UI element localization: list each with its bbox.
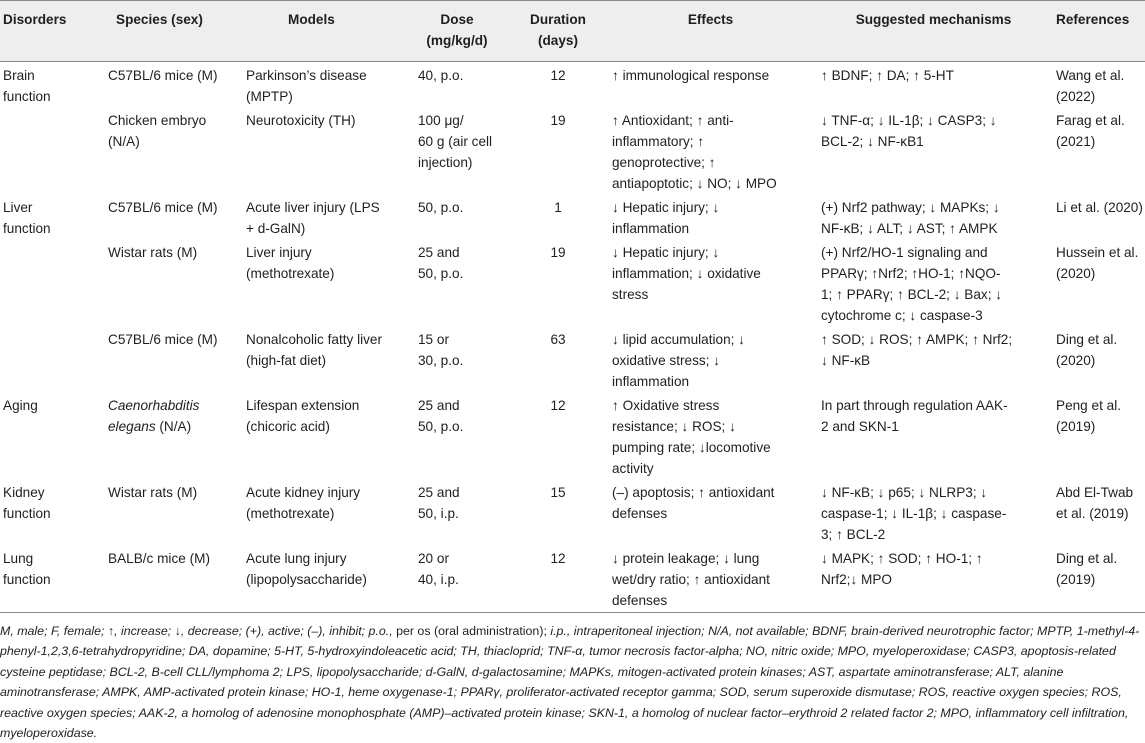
header-mechanisms: Suggested mechanisms xyxy=(855,12,1012,27)
cell-references-line: Farag et al. xyxy=(1056,113,1125,128)
cell-duration xyxy=(510,194,606,239)
cell-disorder-line: Lung xyxy=(3,551,34,566)
cell-species-line: C57BL/6 mice (M) xyxy=(108,68,218,83)
cell-model-line: Parkinson’s disease xyxy=(246,68,367,83)
cell-effects xyxy=(606,239,815,326)
cell-references-line: (2021) xyxy=(1056,134,1096,149)
cell-model xyxy=(240,194,404,239)
cell-references xyxy=(1052,326,1145,392)
cell-disorder-line: function xyxy=(3,572,51,587)
cell-dose-line: injection) xyxy=(418,155,473,170)
header-dose: Dose (mg/kg/d) xyxy=(426,12,488,48)
cell-effects xyxy=(606,326,815,392)
cell-references-line: (2019) xyxy=(1056,572,1096,587)
header-effects: Effects xyxy=(687,12,734,27)
footnote-part-1: M, male; F, female; ↑, increase; ↓, decrease; (+), active; (–), inhibit; p.o., xyxy=(0,624,393,638)
cell-model-line: (chicoric acid) xyxy=(246,419,330,434)
cell-mechanisms xyxy=(815,326,1052,392)
cell-species-line: C57BL/6 mice (M) xyxy=(108,200,218,215)
cell-species xyxy=(102,62,240,108)
cell-mechanisms-line: ↑ BDNF; ↑ DA; ↑ 5-HT xyxy=(821,68,954,83)
cell-species xyxy=(102,326,240,392)
cell-disorder-line: function xyxy=(3,506,51,521)
table-row xyxy=(0,326,1145,392)
cell-model-line: (high-fat diet) xyxy=(246,353,327,368)
cell-disorder xyxy=(0,239,102,326)
cell-references xyxy=(1052,545,1145,611)
cell-disorder-line: Liver xyxy=(3,200,33,215)
cell-disorder-line: function xyxy=(3,89,51,104)
table-body xyxy=(0,62,1145,612)
cell-effects-line: ↑ immunological response xyxy=(612,68,770,83)
cell-mechanisms xyxy=(815,107,1052,194)
table-footnote xyxy=(0,612,1145,743)
cell-duration-line: 12 xyxy=(550,68,566,83)
cell-dose-line: 50, p.o. xyxy=(418,200,464,215)
cell-references-line: Ding et al. xyxy=(1056,332,1118,347)
cell-duration-line: 19 xyxy=(550,113,566,128)
cell-mechanisms-line: (+) Nrf2 pathway; ↓ MAPKs; ↓ xyxy=(821,200,1000,215)
cell-effects xyxy=(606,392,815,479)
cell-references xyxy=(1052,239,1145,326)
cell-mechanisms-line: Nrf2;↓ MPO xyxy=(821,572,892,587)
cell-disorder xyxy=(0,392,102,479)
cell-dose xyxy=(404,239,510,326)
table-row xyxy=(0,392,1145,479)
cell-disorder xyxy=(0,479,102,545)
cell-model-line: Acute liver injury (LPS xyxy=(246,200,380,215)
cell-dose-line: 40, p.o. xyxy=(418,68,464,83)
cell-disorder-line: Kidney xyxy=(3,485,45,500)
cell-effects-line: ↓ Hepatic injury; ↓ xyxy=(612,200,720,215)
cell-mechanisms-line: 3; ↑ BCL-2 xyxy=(821,527,886,542)
cell-species xyxy=(102,479,240,545)
cell-effects xyxy=(606,62,815,108)
cell-species-line: Chicken embryo xyxy=(108,113,207,128)
cell-effects-line: ↓ protein leakage; ↓ lung xyxy=(612,551,760,566)
footnote-part-2: per os (oral administration); xyxy=(392,624,551,638)
cell-duration xyxy=(510,326,606,392)
cell-species xyxy=(102,194,240,239)
cell-duration xyxy=(510,107,606,194)
cell-model-line: Liver injury xyxy=(246,245,312,260)
cell-references-line: (2019) xyxy=(1056,419,1096,434)
cell-effects-line: (–) apoptosis; ↑ antioxidant xyxy=(612,485,775,500)
cell-model-line: (methotrexate) xyxy=(246,506,335,521)
table-row xyxy=(0,479,1145,545)
cell-model xyxy=(240,392,404,479)
cell-dose xyxy=(404,392,510,479)
cell-references xyxy=(1052,194,1145,239)
cell-model xyxy=(240,107,404,194)
cell-species-line xyxy=(108,419,191,434)
cell-effects-line: ↑ Antioxidant; ↑ anti- xyxy=(612,113,734,128)
cell-dose-line: 50, p.o. xyxy=(418,266,464,281)
cell-effects-line: oxidative stress; ↓ xyxy=(612,353,721,368)
cell-species-line: (N/A) xyxy=(108,134,140,149)
cell-references-line: Peng et al. xyxy=(1056,398,1121,413)
header-disorders: Disorders xyxy=(3,12,67,27)
cell-effects-line: inflammation xyxy=(612,374,690,389)
cell-mechanisms xyxy=(815,62,1052,108)
cell-mechanisms xyxy=(815,239,1052,326)
table-row xyxy=(0,62,1145,108)
cell-references-line: Hussein et al. xyxy=(1056,245,1139,260)
cell-effects-line: defenses xyxy=(612,506,668,521)
cell-species-line: Wistar rats (M) xyxy=(108,485,198,500)
footnote-part-3: i.p., intraperitoneal injection; N/A, not available; BDNF, brain-derived neurotrophic factor; MPTP, 1-methyl-4-phenyl-1,2,3,6-tetrahydropyridine; DA, dopamine; 5-HT, 5-hydroxyindoleacetic acid; TH, thiacloprid; TNF-α, tumor necrosis factor-alpha; NO, nitric oxide; MPO, myeloperoxidase; CASP3, apoptosis-related cysteine peptidase; BCL-2, B-cell CLL/lymphoma 2; LPS, lipopolysaccharide; d-GalN, d-galactosamine; MAPKs, mitogen-activated protein kinases; AST, aspartate aminotransferase; ALT, alanine aminotransferase; AMPK, AMP-activated protein kinase; HO-1, heme oxygenase-1; PPARγ, proliferator-activated receptor gamma; SOD, serum superoxide dismutase; ROS, reactive oxygen species; ROS, reactive oxygen species; AAK-2, a homolog of adenosine monophosphate (AMP)–activated protein kinase; SKN-1, a homolog of nuclear factor–erythroid 2 related factor 2; MPO, inflammatory cell infiltration, myeloperoxidase. xyxy=(0,624,1140,741)
header-species: Species (sex) xyxy=(116,12,203,27)
cell-dose-line: 50, p.o. xyxy=(418,419,464,434)
cell-disorder-line: Aging xyxy=(3,398,38,413)
cell-references xyxy=(1052,479,1145,545)
cell-references-line: Abd El-Twab xyxy=(1056,485,1134,500)
cell-mechanisms-line: ↓ MAPK; ↑ SOD; ↑ HO-1; ↑ xyxy=(821,551,983,566)
cell-species xyxy=(102,107,240,194)
cell-mechanisms xyxy=(815,545,1052,611)
cell-dose-line: 25 and xyxy=(418,245,460,260)
cell-references-line: (2020) xyxy=(1056,353,1096,368)
cell-model xyxy=(240,545,404,611)
cell-dose-line: 15 or xyxy=(418,332,449,347)
cell-dose xyxy=(404,62,510,108)
cell-dose-line: 60 g (air cell xyxy=(418,134,493,149)
cell-references-line: Wang et al. xyxy=(1056,68,1125,83)
cell-model xyxy=(240,239,404,326)
header-duration: Duration (days) xyxy=(530,12,586,48)
species-normal-part: (N/A) xyxy=(155,419,192,434)
cell-model-line: (methotrexate) xyxy=(246,266,335,281)
cell-duration xyxy=(510,479,606,545)
cell-effects-line: genoprotective; ↑ xyxy=(612,155,716,170)
table-row xyxy=(0,107,1145,194)
cell-dose-line: 40, i.p. xyxy=(418,572,459,587)
cell-dose xyxy=(404,545,510,611)
cell-mechanisms-line: ↓ TNF-α; ↓ IL-1β; ↓ CASP3; ↓ xyxy=(821,113,997,128)
cell-duration xyxy=(510,239,606,326)
cell-model xyxy=(240,62,404,108)
cell-duration-line: 1 xyxy=(554,200,562,215)
cell-model-line: (MPTP) xyxy=(246,89,293,104)
cell-duration-line: 12 xyxy=(550,551,566,566)
cell-species-line: BALB/c mice (M) xyxy=(108,551,210,566)
cell-effects-line: stress xyxy=(612,287,649,302)
header-references: References xyxy=(1056,12,1130,27)
cell-effects-line: ↓ lipid accumulation; ↓ xyxy=(612,332,745,347)
cell-mechanisms-line: 1; ↑ PPARγ; ↑ BCL-2; ↓ Bax; ↓ xyxy=(821,287,1003,302)
cell-species xyxy=(102,545,240,611)
cell-references xyxy=(1052,62,1145,108)
cell-species xyxy=(102,239,240,326)
cell-model-line: Acute lung injury xyxy=(246,551,347,566)
table-row xyxy=(0,239,1145,326)
cell-dose-line: 25 and xyxy=(418,485,460,500)
header-row xyxy=(0,1,1145,62)
cell-mechanisms-line: ↓ NF-κB; ↓ p65; ↓ NLRP3; ↓ xyxy=(821,485,988,500)
cell-species-line: Wistar rats (M) xyxy=(108,245,198,260)
cell-mechanisms-line: In part through regulation AAK- xyxy=(821,398,1008,413)
cell-mechanisms xyxy=(815,392,1052,479)
cell-model xyxy=(240,479,404,545)
cell-species-line: C57BL/6 mice (M) xyxy=(108,332,218,347)
cell-dose xyxy=(404,479,510,545)
cell-dose-line: 30, p.o. xyxy=(418,353,464,368)
cell-model-line: Acute kidney injury xyxy=(246,485,361,500)
cell-duration-line: 12 xyxy=(550,398,566,413)
cell-model xyxy=(240,326,404,392)
cell-effects-line: wet/dry ratio; ↑ antioxidant xyxy=(612,572,770,587)
cell-mechanisms-line: cytochrome c; ↓ caspase-3 xyxy=(821,308,983,323)
cell-mechanisms-line: (+) Nrf2/HO-1 signaling and xyxy=(821,245,988,260)
cell-effects xyxy=(606,479,815,545)
cell-mechanisms-line: NF-κB; ↓ ALT; ↓ AST; ↑ AMPK xyxy=(821,221,998,236)
cell-references-line: Li et al. (2020) xyxy=(1056,200,1143,215)
cell-effects-line: antiapoptotic; ↓ NO; ↓ MPO xyxy=(612,176,777,191)
cell-effects-line: inflammation xyxy=(612,221,690,236)
cell-references xyxy=(1052,392,1145,479)
cell-mechanisms-line: 2 and SKN-1 xyxy=(821,419,899,434)
cell-duration xyxy=(510,62,606,108)
table-row xyxy=(0,194,1145,239)
cell-duration xyxy=(510,392,606,479)
cell-references-line: Ding et al. xyxy=(1056,551,1118,566)
cell-effects-line: inflammation; ↓ oxidative xyxy=(612,266,761,281)
cell-effects-line: resistance; ↓ ROS; ↓ xyxy=(612,419,736,434)
cell-references-line: et al. (2019) xyxy=(1056,506,1129,521)
cell-references-line: (2022) xyxy=(1056,89,1096,104)
cell-duration xyxy=(510,545,606,611)
cell-effects-line: activity xyxy=(612,461,654,476)
cell-references-line: (2020) xyxy=(1056,266,1096,281)
cell-mechanisms xyxy=(815,194,1052,239)
cell-dose-line: 50, i.p. xyxy=(418,506,459,521)
table-row xyxy=(0,545,1145,611)
cell-duration-line: 15 xyxy=(550,485,566,500)
cell-model-line: Nonalcoholic fatty liver xyxy=(246,332,382,347)
cell-species xyxy=(102,392,240,479)
cell-disorder-line: function xyxy=(3,221,51,236)
cell-effects-line: ↑ Oxidative stress xyxy=(612,398,720,413)
cell-dose-line: 25 and xyxy=(418,398,460,413)
cell-species-line: Caenorhabditis xyxy=(108,398,200,413)
cell-disorder-line: Brain xyxy=(3,68,35,83)
cell-effects-line: inflammatory; ↑ xyxy=(612,134,705,149)
cell-effects-line: defenses xyxy=(612,593,668,608)
cell-effects xyxy=(606,194,815,239)
cell-references xyxy=(1052,107,1145,194)
cell-disorder xyxy=(0,194,102,239)
cell-disorder xyxy=(0,545,102,611)
cell-mechanisms-line: caspase-1; ↓ IL-1β; ↓ caspase- xyxy=(821,506,1007,521)
cell-dose xyxy=(404,194,510,239)
cell-dose xyxy=(404,326,510,392)
cell-dose-line: 100 μg/ xyxy=(418,113,464,128)
cell-dose-line: 20 or xyxy=(418,551,449,566)
header-models: Models xyxy=(288,12,335,27)
cell-mechanisms-line: ↑ SOD; ↓ ROS; ↑ AMPK; ↑ Nrf2; xyxy=(821,332,1013,347)
cell-effects-line: ↓ Hepatic injury; ↓ xyxy=(612,245,720,260)
cell-effects-line: pumping rate; ↓locomotive xyxy=(612,440,771,455)
cell-model-line: (lipopolysaccharide) xyxy=(246,572,367,587)
cell-mechanisms-line: BCL-2; ↓ NF-κB1 xyxy=(821,134,924,149)
cell-duration-line: 63 xyxy=(550,332,566,347)
cell-duration-line: 19 xyxy=(550,245,566,260)
cell-effects xyxy=(606,107,815,194)
cell-disorder xyxy=(0,326,102,392)
cell-dose xyxy=(404,107,510,194)
cell-model-line: Lifespan extension xyxy=(246,398,360,413)
cell-model-line: + d-GalN) xyxy=(246,221,306,236)
cell-mechanisms xyxy=(815,479,1052,545)
species-italic-part: elegans xyxy=(108,419,156,434)
cell-disorder xyxy=(0,62,102,108)
cell-mechanisms-line: PPARγ; ↑Nrf2; ↑HO-1; ↑NQO- xyxy=(821,266,1001,281)
cell-effects xyxy=(606,545,815,611)
cell-mechanisms-line: ↓ NF-κB xyxy=(821,353,871,368)
cell-model-line: Neurotoxicity (TH) xyxy=(246,113,356,128)
cell-disorder xyxy=(0,107,102,194)
